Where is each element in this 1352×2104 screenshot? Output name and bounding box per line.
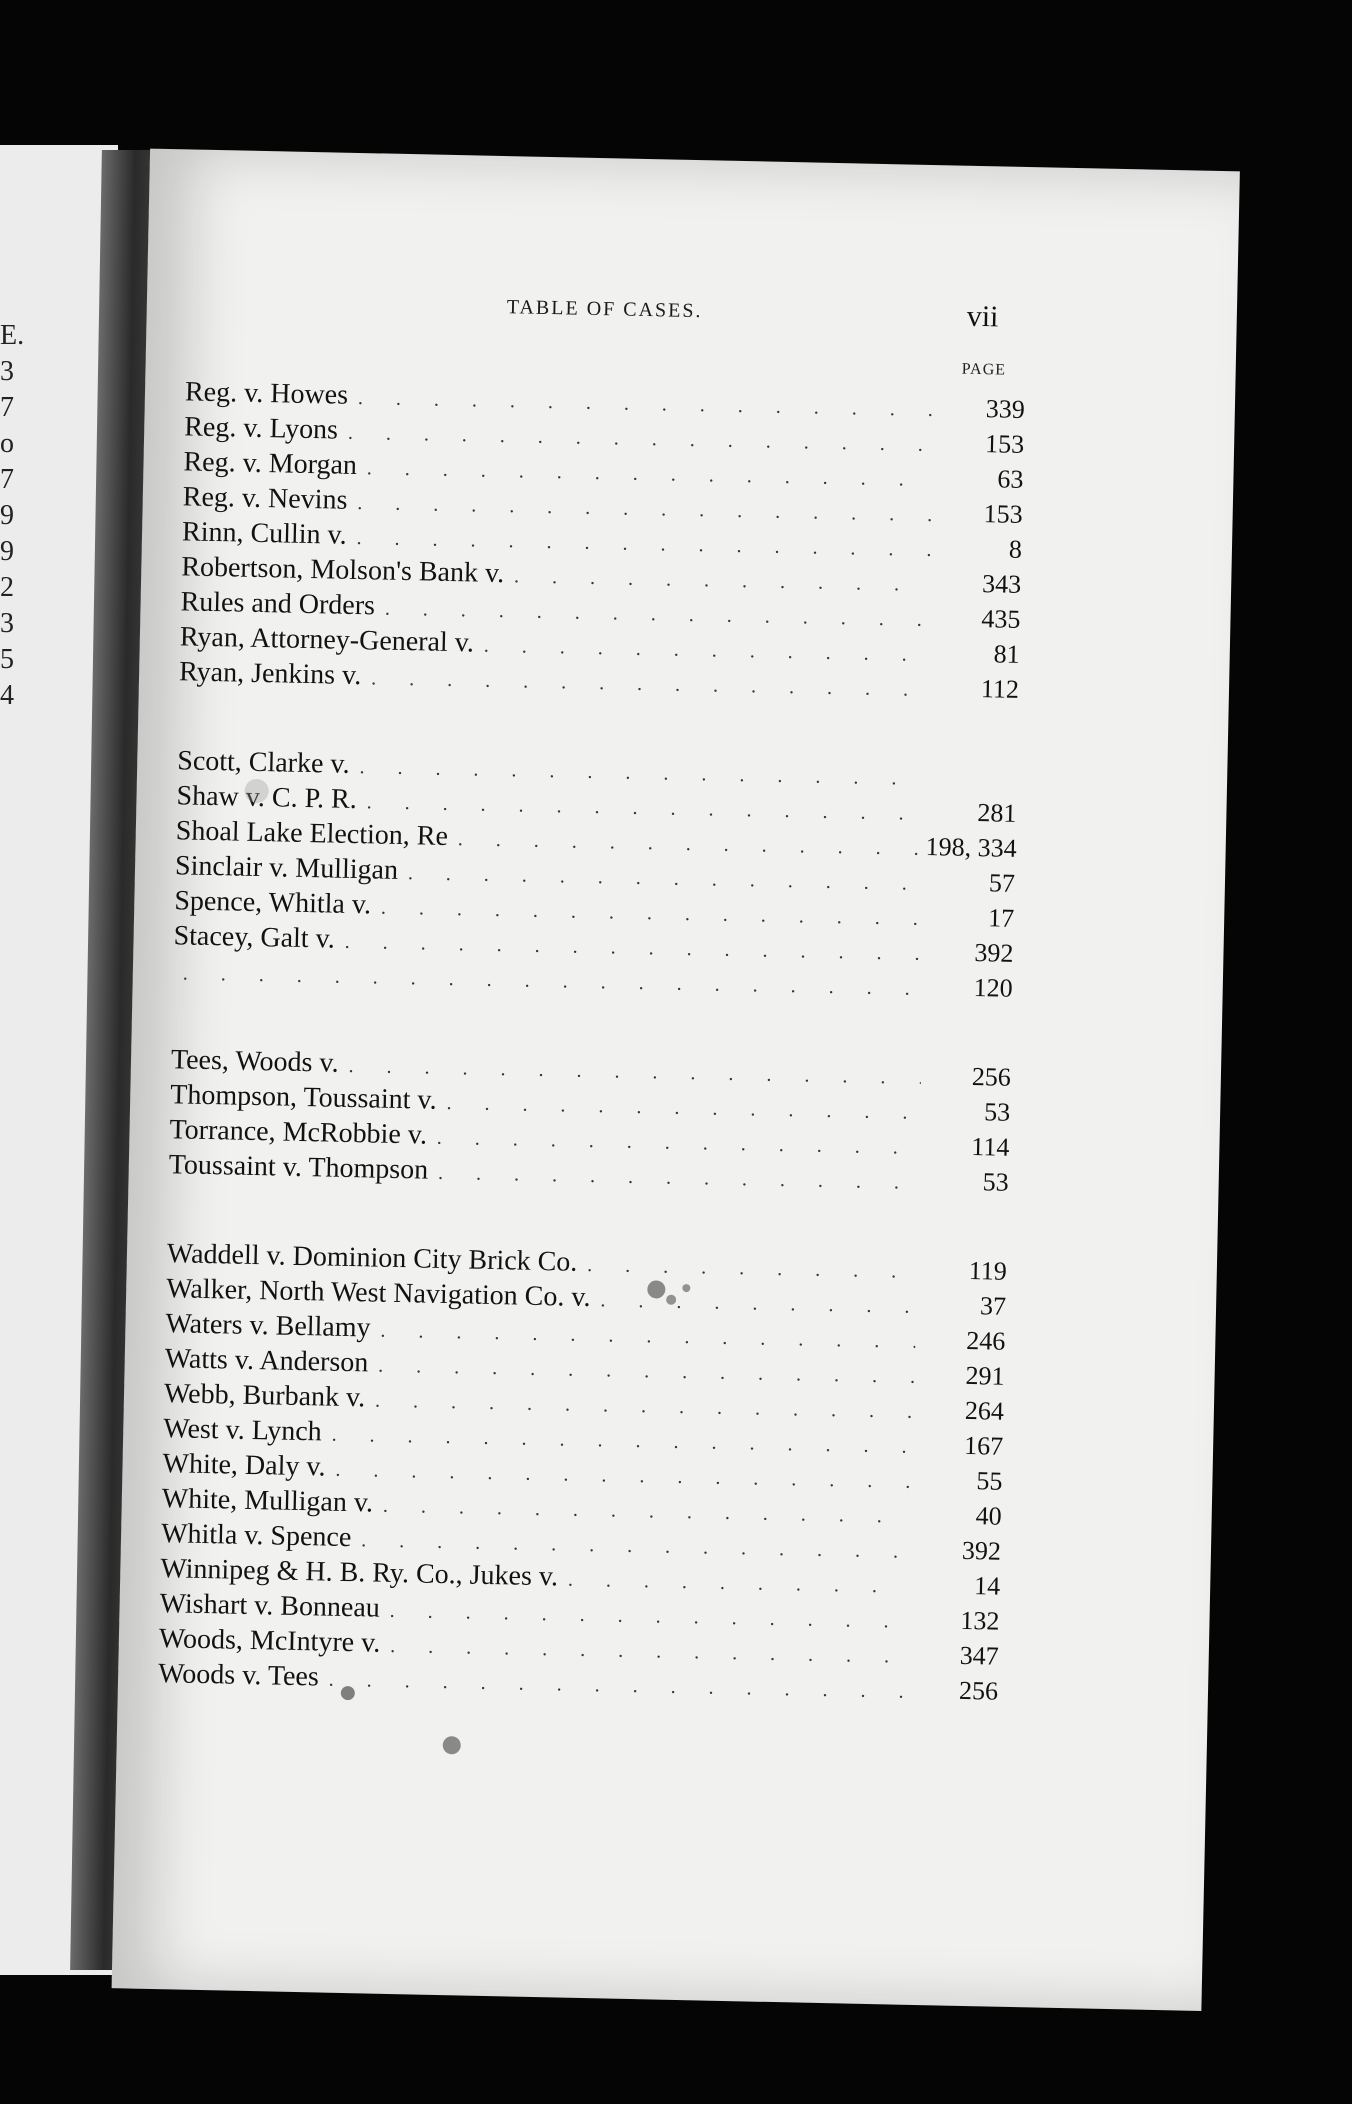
- index-section: [173, 743, 1018, 1006]
- case-name: Reg. v. Howes: [184, 376, 349, 411]
- case-name: Stacey, Galt v.: [173, 920, 336, 955]
- case-name: Shaw v. C. P. R.: [176, 780, 358, 816]
- page-column-label: PAGE: [961, 360, 1007, 379]
- page-reference: 8: [1008, 534, 1023, 564]
- case-name: West v. Lynch: [162, 1413, 323, 1448]
- edge-char: 7: [0, 392, 14, 423]
- case-name: Torrance, McRobbie v.: [169, 1114, 428, 1151]
- edge-char: 7: [0, 464, 14, 495]
- page-reference: 256: [958, 1675, 999, 1706]
- case-name: Thompson, Toussaint v.: [169, 1079, 437, 1116]
- edge-char: 2: [0, 572, 14, 603]
- case-name: Woods v. Tees: [157, 1658, 320, 1693]
- edge-char: 3: [0, 608, 14, 639]
- case-name: Walker, North West Navigation Co. v.: [165, 1273, 591, 1314]
- index-section: [168, 1042, 1011, 1200]
- page-reference: 167: [963, 1430, 1004, 1461]
- case-name: Reg. v. Morgan: [183, 446, 358, 481]
- page-reference: 264: [964, 1395, 1005, 1426]
- page-reference: 55: [976, 1466, 1003, 1496]
- page-reference: 53: [983, 1097, 1011, 1127]
- edge-char: 4: [0, 680, 14, 711]
- case-name: Scott, Clarke v.: [176, 745, 350, 780]
- page-reference: 112: [980, 674, 1020, 704]
- case-name: Shoal Lake Election, Re: [175, 815, 449, 852]
- page-reference: 343: [981, 569, 1022, 599]
- page-reference: 256: [971, 1062, 1012, 1092]
- page-reference: 435: [981, 604, 1021, 634]
- case-name: Waters v. Bellamy: [165, 1308, 371, 1344]
- case-name: White, Daly v.: [162, 1448, 326, 1483]
- case-name: Tees, Woods v.: [170, 1044, 340, 1079]
- case-name: Rinn, Cullin v.: [181, 516, 348, 551]
- edge-char: 3: [0, 356, 14, 387]
- page-reference: 57: [988, 868, 1016, 898]
- case-index: [158, 374, 1025, 1708]
- case-name: Waddell v. Dominion City Brick Co.: [166, 1238, 578, 1278]
- edge-char: E.: [0, 320, 25, 351]
- case-name: Reg. v. Nevins: [182, 481, 348, 516]
- page-reference: 40: [975, 1501, 1002, 1531]
- page-reference: 53: [982, 1167, 1009, 1197]
- page-reference: 81: [993, 639, 1021, 669]
- case-name: Spence, Whitla v.: [174, 885, 372, 921]
- case-name: Winnipeg & H. B. Ry. Co., Jukes v.: [160, 1553, 559, 1593]
- index-section: [179, 374, 1025, 707]
- page-reference: [927, 785, 1017, 787]
- page-reference: 291: [965, 1360, 1005, 1391]
- case-name: Robertson, Molson's Bank v.: [181, 551, 505, 590]
- page-reference: 198, 334: [925, 831, 1017, 863]
- running-head: TABLE OF CASES.: [506, 296, 703, 323]
- case-name: Reg. v. Lyons: [183, 411, 339, 446]
- book-page: [112, 149, 1240, 2011]
- page-reference: 17: [987, 903, 1015, 933]
- page-reference: 132: [960, 1605, 1000, 1636]
- page-reference: 14: [973, 1571, 1001, 1601]
- case-name: White, Mulligan v.: [161, 1483, 374, 1519]
- case-name: Wishart v. Bonneau: [159, 1588, 381, 1624]
- page-reference: 281: [977, 798, 1017, 828]
- page-reference: 120: [973, 973, 1014, 1003]
- page-reference: 153: [984, 429, 1025, 459]
- page-reference: 153: [983, 499, 1023, 529]
- page-reference: 37: [979, 1291, 1007, 1321]
- page-reference: 63: [997, 464, 1024, 494]
- edge-char: o: [0, 428, 14, 459]
- case-name: Ryan, Attorney-General v.: [179, 621, 475, 659]
- case-name: Watts v. Anderson: [164, 1343, 369, 1379]
- page-reference: 119: [968, 1255, 1008, 1286]
- edge-char: 9: [0, 500, 14, 531]
- page-reference: 339: [985, 394, 1026, 424]
- page-reference: 246: [966, 1325, 1006, 1356]
- page-header: [146, 289, 1237, 352]
- left-page-edge-text: [0, 318, 25, 714]
- case-name: Whitla v. Spence: [160, 1518, 352, 1554]
- edge-char: 9: [0, 536, 14, 567]
- page-number: vii: [966, 299, 999, 334]
- speck: [443, 1736, 461, 1754]
- case-name: Ryan, Jenkins v.: [178, 656, 362, 692]
- case-name: Rules and Orders: [180, 586, 376, 622]
- case-name: Toussaint v. Thompson: [168, 1149, 429, 1186]
- page-reference: 392: [974, 938, 1014, 968]
- case-name: Webb, Burbank v.: [163, 1378, 366, 1414]
- page-reference: 114: [971, 1132, 1010, 1162]
- case-name: Sinclair v. Mulligan: [174, 850, 399, 886]
- page-reference: 347: [959, 1640, 1000, 1671]
- case-name: Woods, McIntyre v.: [158, 1623, 381, 1659]
- page-reference: 392: [961, 1535, 1002, 1566]
- edge-char: 5: [0, 644, 14, 675]
- index-section: [158, 1236, 1007, 1708]
